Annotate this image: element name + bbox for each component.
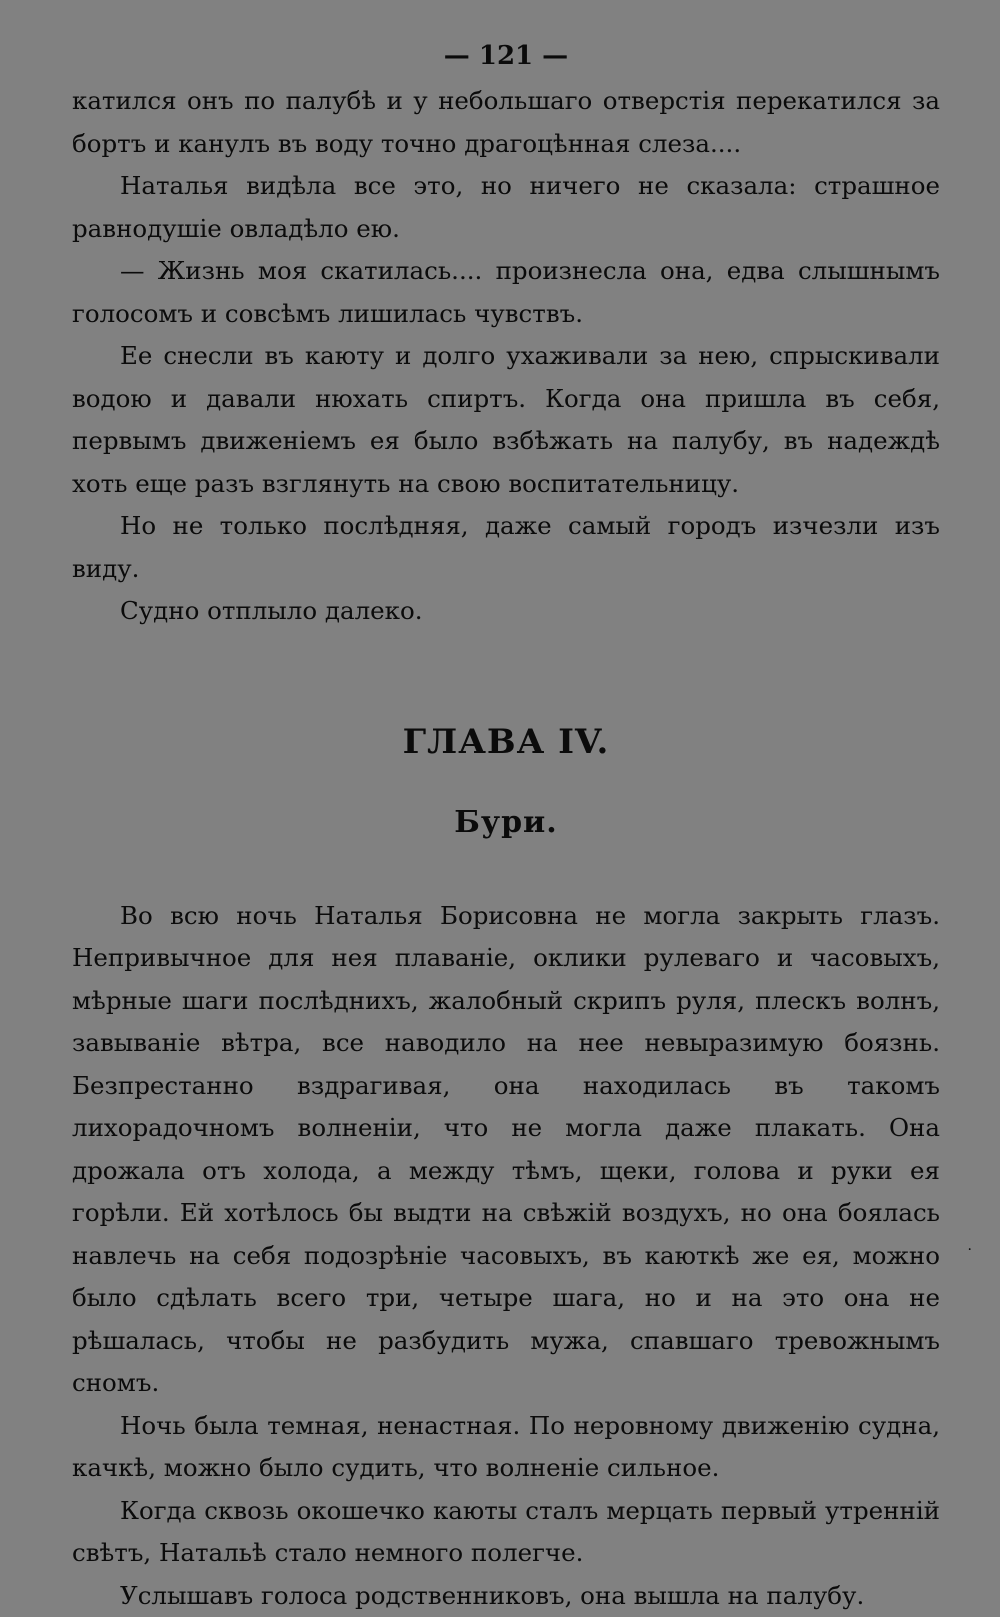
paragraph: Наталья видѣла все это, но ничего не сказала: страшное равнодушіе овладѣло ею.: [72, 165, 940, 250]
paragraph: Судно отплыло далеко.: [72, 590, 940, 633]
page-number: — 121 —: [72, 36, 940, 80]
paragraph: — Жизнь моя скатилась.... произнесла она, едва слышнымъ голосомъ и совсѣмъ лишилась чувствъ.: [72, 250, 940, 335]
book-page: [72, 36, 940, 1617]
chapter-title: ГЛАВА IV.: [72, 721, 940, 763]
paragraph: Когда сквозь окошечко каюты сталъ мерцать первый утренній свѣтъ, Натальѣ стало немного полегче.: [72, 1490, 940, 1575]
paragraph: катился онъ по палубѣ и у небольшаго отверстія перекатился за бортъ и канулъ въ воду точно драгоцѣнная слеза....: [72, 80, 940, 165]
paragraph: Но не только послѣдняя, даже самый городъ изчезли изъ виду.: [72, 505, 940, 590]
paragraph: Услышавъ голоса родственниковъ, она вышла на палубу.: [72, 1575, 940, 1617]
margin-dot-mark: ·: [968, 1242, 972, 1258]
chapter-subtitle: Бури.: [72, 803, 940, 843]
text-block-after: [72, 895, 940, 1617]
paragraph: Ее снесли въ каюту и долго ухаживали за нею, спрыскивали водою и давали нюхать спиртъ. Когда она пришла въ себя, первымъ движеніемъ ея было взбѣжать на палубу, въ надеждѣ хоть еще разъ взглянуть на свою воспитательницу.: [72, 335, 940, 505]
paragraph: Ночь была темная, ненастная. По неровному движенію судна, качкѣ, можно было судить, что волненіе сильное.: [72, 1405, 940, 1490]
text-block-before: [72, 80, 940, 633]
paragraph: Во всю ночь Наталья Борисовна не могла закрыть глазъ. Непривычное для нея плаваніе, оклики рулеваго и часовыхъ, мѣрные шаги послѣднихъ, жалобный скрипъ руля, плескъ волнъ, завываніе вѣтра, все наводило на нее невыразимую боязнь. Безпрестанно вздрагивая, она находилась въ такомъ лихорадочномъ волненіи, что не могла даже плакать. Она дрожала отъ холода, а между тѣмъ, щеки, голова и руки ея горѣли. Ей хотѣлось бы выдти на свѣжій воздухъ, но она боялась навлечь на себя подозрѣніе часовыхъ, въ каюткѣ же ея, можно было сдѣлать всего три, четыре шага, но и на это она не рѣшалась, чтобы не разбудить мужа, спавшаго тревожнымъ сномъ.: [72, 895, 940, 1405]
